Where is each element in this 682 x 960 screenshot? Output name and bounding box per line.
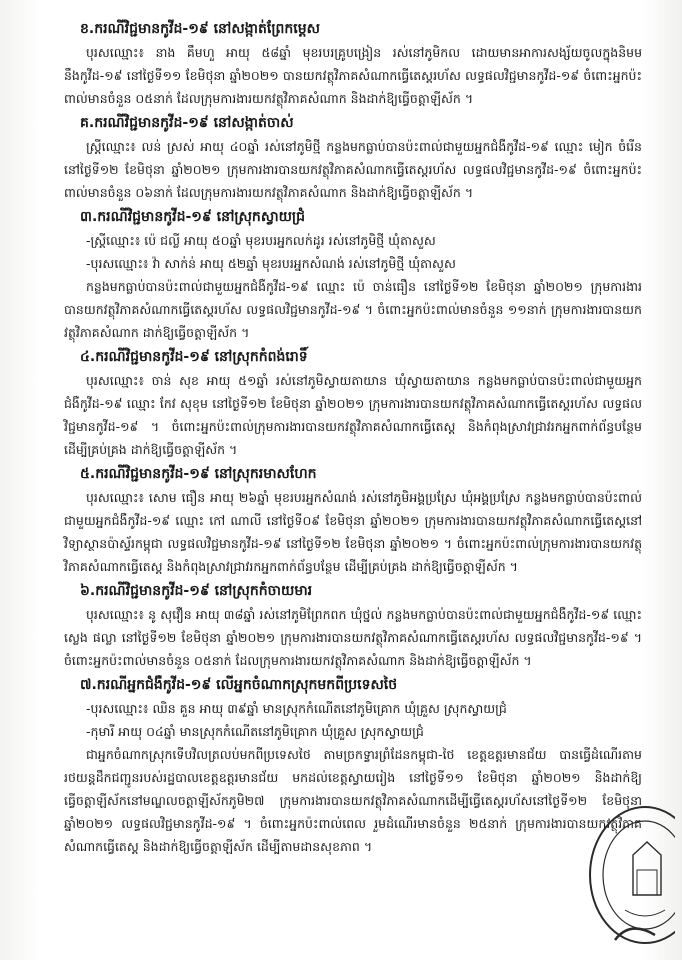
section-heading: គ.ករណីវិជ្ជមានកូវីដ-១៩ នៅសង្កាត់ចាស់ (80, 115, 294, 131)
section-body: កន្លងមកធ្លាប់បានប៉ះពាល់ជាមួយអ្នកជំងឺកូវីដ-១៩ ឈ្មោះ ប៉េ ចាន់ធឿន នៅថ្ងៃទី១២ ខែមិថុនា ឆ្នាំ២០២១ ក្រុមការងារបានយកវត្ថុវិភាគសំណាកធ្វើតេស្តរហ័ស លទ្ធផលវិជ្ជមានកូវីដ-១៩ ។ ចំពោះអ្នកប៉ះពាល់មានចំនួន ១១នាក់ ក្រុមការងារបានយកវត្ថុវិភាគសំណាក ដាក់ឱ្យធ្វើចត្តាឡីស័ក ។ (64, 279, 642, 340)
section-body: បុរសឈ្មោះ៖ សោម ធឿន អាយុ ២៦ឆ្នាំ មុខរបរអ្នកសំណង់ រស់នៅភូមិអង្គប្រស្រែ ឃុំអង្គប្រស្រែ កន្លងមកធ្លាប់បានប៉ះពាល់ជាមួយអ្នកជំងឺកូវីដ-១៩ ឈ្មោះ កៅ ណាលី នៅថ្ងៃទី០៩ ខែមិថុនា ឆ្នាំ២០២១ ក្រុមការងារបានយកវត្ថុវិភាគសំណាកធ្វើតេស្តនៅវិទ្យាស្ថានប៉ាស្ទ័រកម្ពុជា លទ្ធផលវិជ្ជមានកូវីដ-១៩ នៅថ្ងៃទី១២ ខែមិថុនា ឆ្នាំ២០២១ ។ ចំពោះអ្នកប៉ះពាល់ក្រុមការងារបានយកវត្ថុវិភាគសំណាកធ្វើតេស្ត និងកំពុងស្រាវជ្រាវរកអ្នកពាក់ព័ន្ធបន្ថែម ដើម្បីគ្រប់គ្រង ដាក់ឱ្យធ្វើចត្តាឡីស័ក ។ (64, 490, 642, 574)
bullet-item: -បុរសឈ្មោះ៖ ឈិន គួន អាយុ ៣៩ឆ្នាំ មានស្រុកកំណើតនៅភូមិគ្រោក ឃុំគ្រួស ស្រុកស្វាយជ្រំ (86, 701, 507, 716)
section-heading: ៦.ករណីវិជ្ជមានកូវីដ-១៩ នៅស្រុកកំចាយមារ (80, 583, 313, 599)
section-body: បុរសឈ្មោះ៖ នូ សុវឿន អាយុ ៣៨ឆ្នាំ រស់នៅភូមិព្រែកពក ឃុំថ្នល់ កន្លងមកធ្លាប់បានប៉ះពាល់ជាមួយអ្នកជំងឺកូវីដ-១៩ ឈ្មោះ ស្លេង ផល្លា នៅថ្ងៃទី១២ ខែមិថុនា ឆ្នាំ២០២១ ក្រុមការងារបានយកវត្ថុវិភាគសំណាកធ្វើតេស្តរហ័ស លទ្ធផលវិជ្ជមានកូវីដ-១៩ ។ ចំពោះអ្នកប៉ះពាល់មានចំនួន ០៥នាក់ ដែលក្រុមការងារយកវត្ថុវិភាគសំណាក និងដាក់ឱ្យធ្វើចត្តាឡីស័ក ។ (64, 607, 642, 668)
section-heading: ៥.ករណីវិជ្ជមានកូវីដ-១៩ នៅស្រុករមាសហែក (80, 466, 317, 482)
section-5 (64, 463, 642, 578)
section-body: ស្ត្រីឈ្មោះ៖ លន់ ស្រស់ អាយុ ៤០ឆ្នាំ រស់នៅភូមិថ្មី កន្លងមកធ្លាប់បានប៉ះពាល់ជាមួយអ្នកជំងឺកូវីដ-១៩ ឈ្មោះ មៀក ចំរើន នៅថ្ងៃទី១២ ខែមិថុនា ឆ្នាំ២០២១ ក្រុមការងារបានយកវត្ថុវិភាគសំណាកធ្វើតេស្តរហ័ស លទ្ធផលវិជ្ជមានកូវីដ-១៩ ចំពោះអ្នកប៉ះពាល់មានចំនួន ០៦នាក់ ដែលក្រុមការងារយកវត្ថុវិភាគសំណាក និងដាក់ឱ្យធ្វើចត្តាឡីស័ក ។ (64, 139, 642, 200)
section-body: បុរសឈ្មោះ៖ នាង គឹមហួ អាយុ ៥៨ឆ្នាំ មុខរបរគ្រូបង្រៀន រស់នៅភូមិកល ដោយមានអាការសង្ស័យចូលក្នុងនិមមនឹងកូវីដ-១៩ នៅថ្ងៃទី១១ ខែមិថុនា ឆ្នាំ២០២១ បានយកវត្ថុវិភាគសំណាកធ្វើតេស្តរហ័ស លទ្ធផលវិជ្ជមានកូវីដ-១៩ ចំពោះអ្នកប៉ះពាល់មានចំនួន ០៥នាក់ ដែលក្រុមការងារយកវត្ថុវិភាគសំណាក និងដាក់ឱ្យធ្វើចត្តាឡីស័ក ។ (64, 45, 642, 106)
bullet-item: -ស្ត្រីឈ្មោះ៖ ប៉េ ជល្លី អាយុ ៥០ឆ្នាំ មុខរបរអ្នកលក់ដូរ រស់នៅភូមិថ្មី ឃុំតាសួស (86, 233, 436, 248)
bullet-item: -បុរសឈ្មោះ៖ វ៉ា សាក់ន់ អាយុ ៥២ឆ្នាំ មុខរបរអ្នកសំណង់ រស់នៅភូមិថ្មី ឃុំតាសួស (86, 256, 456, 271)
section-heading: ៧.ករណីអ្នកជំងឺកូវីដ-១៩ លើអ្នកចំណាកស្រុកមកពីប្រទេសថៃ (80, 677, 398, 693)
section-heading: ខ.ករណីវិជ្ជមានកូវីដ-១៩ នៅសង្កាត់ព្រែកម្ដេស (80, 21, 320, 37)
section-3 (64, 206, 642, 344)
section-body: ជាអ្នកចំណាកស្រុកទើបវិលត្រលប់មកពីប្រទេសថៃ តាមច្រកទ្វារព្រំដែនកម្ពុជា-ថៃ ខេត្តឧត្តរមានជ័យ បានធ្វើដំណើរតាមរថយន្តដឹកជញ្ជូនរបស់រដ្ឋបាលខេត្តឧត្តរមានជ័យ មកដល់ខេត្តស្វាយរៀង នៅថ្ងៃទី១១ ខែមិថុនា ឆ្នាំ២០២១ និងដាក់ឱ្យធ្វើចត្តាឡីស័កនៅមណ្ឌលចត្តាឡីស័កភូមិ២៧ ក្រុមការងារបានយកវត្ថុវិភាគសំណាកដើម្បីធ្វើតេស្តរហ័សនៅថ្ងៃទី១២ ខែមិថុនា ឆ្នាំ២០២១ លទ្ធផលវិជ្ជមានកូវីដ-១៩ ។ ចំពោះអ្នកប៉ះពាល់ពេល រួមដំណើរមានចំនួន ២៥នាក់ ក្រុមការងារបានយកវត្ថុវិភាគសំណាកធ្វើតេស្ត និងដាក់ឱ្យធ្វើចត្តាឡីស័ក ដើម្បីតាមដានសុខភាព ។ (64, 747, 642, 854)
section-6 (64, 580, 642, 672)
section-body: បុរសឈ្មោះ៖ ចាន់ សុខ អាយុ ៥១ឆ្នាំ រស់នៅភូមិស្វាយតាយាន ឃុំស្វាយតាយាន កន្លងមកធ្លាប់បានប៉ះពាល់ជាមួយអ្នកជំងឺកូវីដ-១៩ ឈ្មោះ កែវ សុខុម នៅថ្ងៃទី១២ ខែមិថុនា ឆ្នាំ២០២១ ក្រុមការងារបានយកវត្ថុវិភាគសំណាកធ្វើតេស្តរហ័ស លទ្ធផលវិជ្ជមានកូវីដ-១៩ ។ ចំពោះអ្នកប៉ះពាល់ក្រុមការងារបានយកវត្ថុវិភាគសំណាកធ្វើតេស្ត និងកំពុងស្រាវជ្រាវរកអ្នកពាក់ព័ន្ធបន្ថែម ដើម្បីគ្រប់គ្រង ដាក់ឱ្យធ្វើចត្តាឡីស័ក ។ (64, 373, 642, 457)
section-heading: ៤.ករណីវិជ្ជមានកូវីដ-១៩ នៅស្រុកកំពង់រោទិ៍ (80, 349, 308, 365)
section-7 (64, 674, 642, 858)
section-4 (64, 346, 642, 461)
section-heading: ៣.ករណីវិជ្ជមានកូវីដ-១៩ នៅស្រុកស្វាយជ្រំ (80, 209, 305, 225)
section-c (64, 112, 642, 204)
section-b (64, 18, 642, 110)
bullet-item: -កុមារី អាយុ ០៤ឆ្នាំ មានស្រុកកំណើតនៅភូមិគ្រោក ឃុំគ្រួស ស្រុកស្វាយជ្រំ (86, 724, 424, 739)
